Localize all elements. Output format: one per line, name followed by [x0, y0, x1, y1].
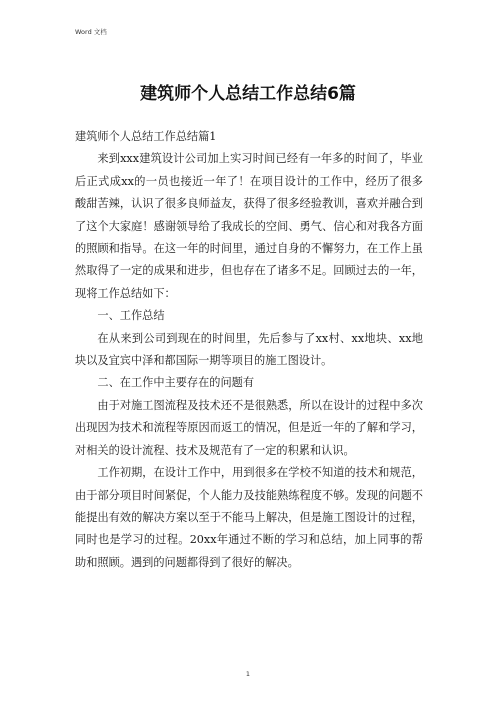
page-number: 1 — [245, 670, 251, 678]
section-heading-summary: 一、工作总结 — [97, 309, 165, 323]
paragraph-intro: 来到xxx建筑设计公司加上实习时间已经有一年多的时间了，毕业后正式成xx的一员也接近一年了！在项目设计的工作中，经历了很多酸甜苦辣，认识了很多良师益友，获得了很多经验教训，喜欢并融合到了这个大家庭！感谢领导给了我成长的空间、勇气、信心和对我各方面的照顾和指导。在这一年的时间里，通过自身的不懈努力，在工作上虽然取得了一定的成果和进步，但也存在了诸多不足。回顾过去的一年，现将工作总结如下： — [75, 152, 423, 300]
section-heading-problems: 二、在工作中主要存在的问题有 — [97, 376, 255, 390]
paragraph-process: 由于对施工图流程及技术还不是很熟悉，所以在设计的过程中多次出现因为技术和流程等原因而返工的情况，但是近一年的了解和学习，对相关的设计流程、技术及规范有了一定的积累和认识。 — [75, 398, 423, 457]
document-body — [75, 126, 423, 574]
paragraph-early-work: 工作初期，在设计工作中，用到很多在学校不知道的技术和规范，由于部分项目时间紧促，个人能力及技能熟练程度不够。发现的问题不能提出有效的解决方案以至于不能马上解决，但是施工图设计的过程，同时也是学习的过程。20xx年通过不断的学习和总结，加上同事的帮助和照顾。遇到的问题都得到了很好的解决。 — [75, 466, 423, 569]
header-label: Word 文档 — [75, 28, 107, 36]
document-title: 建筑师个人总结工作总结6篇 — [140, 84, 356, 104]
section-subheading: 建筑师个人总结工作总结篇1 — [75, 130, 217, 143]
paragraph-projects: 在从来到公司到现在的时间里，先后参与了xx村、xx地块、xx地块以及宜宾中泽和都国际一期等项目的施工图设计。 — [75, 331, 423, 368]
